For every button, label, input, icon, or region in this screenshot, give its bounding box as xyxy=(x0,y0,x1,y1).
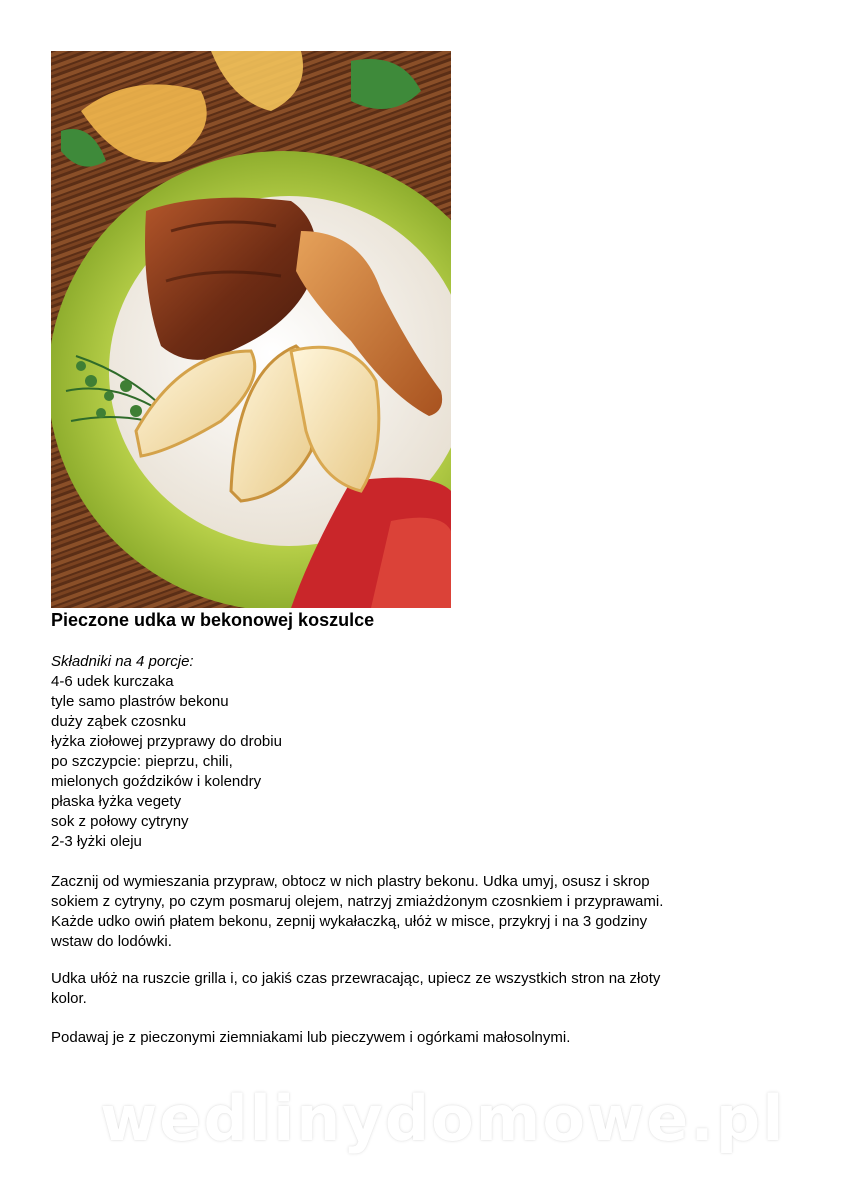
ingredients-list xyxy=(51,652,811,852)
instruction-line: wstaw do lodówki. xyxy=(51,933,172,950)
ingredient-item: duży ząbek czosnku xyxy=(51,713,187,730)
instruction-line: Każde udko owiń płatem bekonu, zepnij wykałaczką, ułóż w misce, przykryj i na 3 godziny xyxy=(51,913,648,930)
ingredient-item: sok z połowy cytryny xyxy=(51,813,189,830)
site-watermark: wedlinydomowe.pl xyxy=(100,1082,786,1155)
recipe-photo xyxy=(51,51,451,608)
ingredient-item: 2-3 łyżki oleju xyxy=(51,833,142,850)
ingredient-item: tyle samo plastrów bekonu xyxy=(51,693,229,710)
instruction-paragraph xyxy=(51,872,811,952)
ingredient-item: łyżka ziołowej przyprawy do drobiu xyxy=(51,733,282,750)
instruction-line: Udka ułóż na ruszcie grilla i, co jakiś czas przewracając, upiecz ze wszystkich stron na złoty xyxy=(51,970,661,987)
instruction-line: kolor. xyxy=(51,990,87,1007)
recipe-title: Pieczone udka w bekonowej koszulce xyxy=(51,610,375,630)
recipe-photo-illustration xyxy=(51,51,451,608)
ingredient-item: 4-6 udek kurczaka xyxy=(51,673,174,690)
ingredient-item: po szczypcie: pieprzu, chili, xyxy=(51,753,233,770)
ingredient-item: mielonych goździków i kolendry xyxy=(51,773,262,790)
ingredient-item: płaska łyżka vegety xyxy=(51,793,182,810)
instruction-line: sokiem z cytryny, po czym posmaruj olejem, natrzyj zmiażdżonym czosnkiem i przyprawami. xyxy=(51,893,664,910)
instruction-paragraph xyxy=(51,1028,811,1048)
instruction-line: Zacznij od wymieszania przypraw, obtocz w nich plastry bekonu. Udka umyj, osusz i skrop xyxy=(51,873,650,890)
instruction-line: Podawaj je z pieczonymi ziemniakami lub pieczywem i ogórkami małosolnymi. xyxy=(51,1029,571,1046)
instruction-paragraph xyxy=(51,969,811,1009)
ingredients-heading: Składniki na 4 porcje: xyxy=(51,653,194,670)
